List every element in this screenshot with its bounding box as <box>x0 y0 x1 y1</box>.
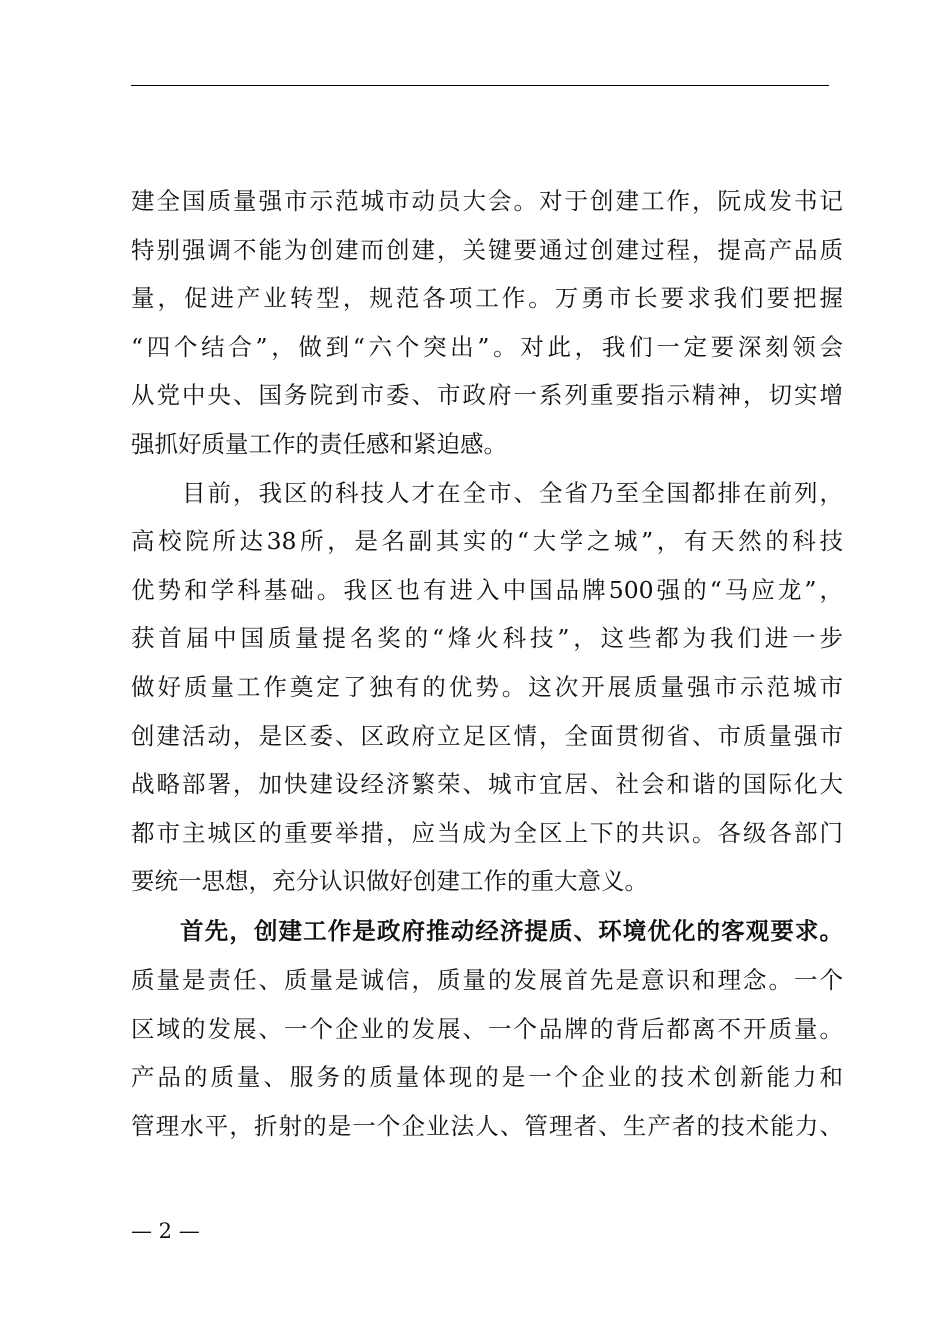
text-line: 管理水平，折射的是一个企业法人、管理者、生产者的技术能力、 <box>131 1111 843 1140</box>
text-line: 特别强调不能为创建而创建，关键要通过创建过程，提高产品质 <box>131 235 843 264</box>
section-lead-line: 首先，创建工作是政府推动经济提质、环境优化的客观要求。 <box>131 917 843 946</box>
text-line: 从党中央、国务院到市委、市政府一系列重要指示精神，切实增 <box>131 381 843 410</box>
text-line: 强抓好质量工作的责任感和紧迫感。 <box>131 429 507 458</box>
text-line: 区域的发展、一个企业的发展、一个品牌的背后都离不开质量。 <box>131 1014 843 1043</box>
text-line: 量，促进产业转型，规范各项工作。万勇市长要求我们要把握 <box>131 284 843 313</box>
page-number: — 2 — <box>131 1219 200 1243</box>
text-line: 要统一思想，充分认识做好创建工作的重大意义。 <box>131 867 648 896</box>
text-line: 都市主城区的重要举措，应当成为全区上下的共识。各级各部门 <box>131 818 843 847</box>
text-line: 做好质量工作奠定了独有的优势。这次开展质量强市示范城市 <box>131 672 843 701</box>
text-line: 产品的质量、服务的质量体现的是一个企业的技术创新能力和 <box>131 1063 843 1092</box>
text-line: 创建活动，是区委、区政府立足区情，全面贯彻省、市质量强市 <box>131 721 843 750</box>
text-line: 优势和学科基础。我区也有进入中国品牌500强的“马应龙”， <box>131 575 843 604</box>
header-rule <box>131 85 829 86</box>
body-text <box>131 177 843 1150</box>
text-line: 建全国质量强市示范城市动员大会。对于创建工作，阮成发书记 <box>131 187 843 215</box>
text-line: 质量是责任、质量是诚信，质量的发展首先是意识和理念。一个 <box>131 966 843 994</box>
text-line: 目前，我区的科技人才在全市、全省乃至全国都排在前列， <box>131 478 843 507</box>
text-line: 高校院所达38所，是名副其实的“大学之城”，有天然的科技 <box>131 527 843 556</box>
text-line: 战略部署，加快建设经济繁荣、城市宜居、社会和谐的国际化大 <box>131 770 843 799</box>
text-line: “四个结合”，做到“六个突出”。对此，我们一定要深刻领会 <box>131 332 843 361</box>
text-line: 获首届中国质量提名奖的“烽火科技”，这些都为我们进一步 <box>131 624 843 653</box>
